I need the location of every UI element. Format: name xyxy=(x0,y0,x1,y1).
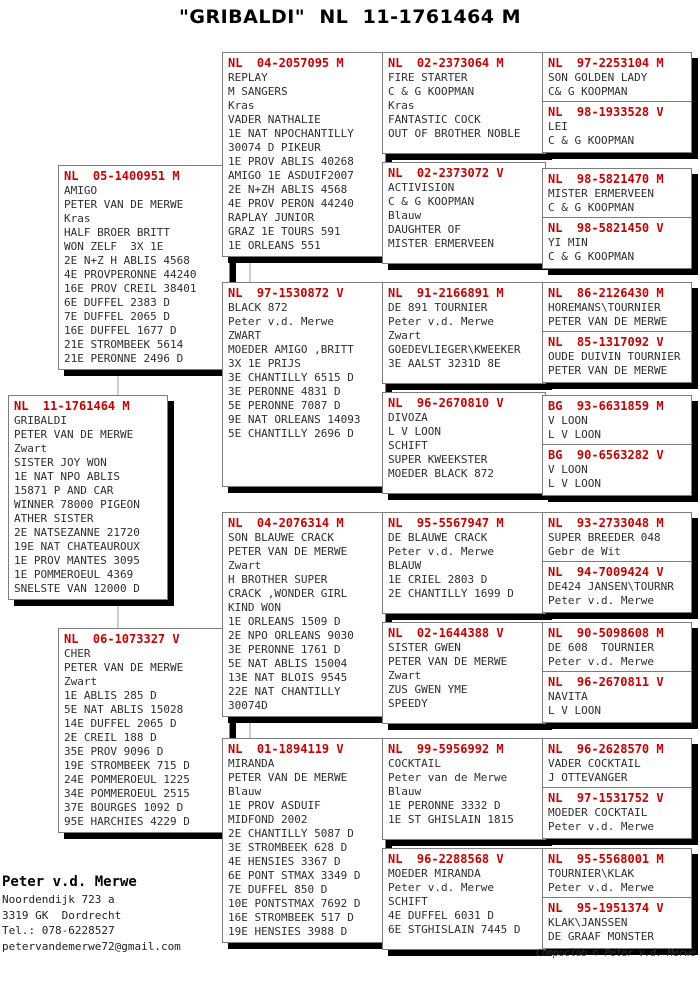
pedigree-line: 3E AALST 3231D 8E xyxy=(388,357,501,370)
pedigree-line: VADER NATHALIE xyxy=(228,113,321,126)
pedigree-line: Peter v.d. Merwe xyxy=(548,655,654,668)
pedigree-line: 30074D xyxy=(228,699,268,712)
pedigree-line: L V LOON xyxy=(388,425,441,438)
pedigree-box-granddam-maternal xyxy=(222,738,386,943)
pedigree-line: 19E HENSIES 3988 D xyxy=(228,925,348,938)
pedigree-line: Peter v.d. Merwe xyxy=(548,594,654,607)
pedigree-line: DE 891 TOURNIER xyxy=(388,301,488,314)
pedigree-line: Peter v.d. Merwe xyxy=(388,315,494,328)
pedigree-line: AMIGO xyxy=(64,184,98,197)
pedigree-line: MOEDER COCKTAIL xyxy=(548,806,648,819)
pedigree-box-granddam-paternal xyxy=(222,282,386,487)
pedigree-line: 2E NATSEZANNE 21720 xyxy=(14,526,140,539)
pedigree-line: CHER xyxy=(64,647,91,660)
pedigree-line: J OTTEVANGER xyxy=(548,771,628,784)
pedigree-line: SUPER BREEDER 048 xyxy=(548,531,661,544)
pedigree-line: SISTER GWEN xyxy=(388,641,461,654)
pedigree-line: Zwart xyxy=(14,442,48,455)
ring-number: NL 96-2628570 M xyxy=(548,742,664,756)
pedigree-box-subject xyxy=(8,395,168,600)
ring-number: NL 98-5821450 V xyxy=(548,221,664,235)
pedigree-line: ATHER SISTER xyxy=(14,512,94,525)
pedigree-line: PETER VAN DE MERWE xyxy=(388,655,508,668)
page-title: "GRIBALDI" NL 11-1761464 M xyxy=(178,6,522,28)
pedigree-line: 1E PROV ASDUIF xyxy=(228,799,321,812)
pedigree-line: 2E N+Z H ABLIS 4568 xyxy=(64,254,190,267)
pedigree-line: 1E ORLEANS 1509 D xyxy=(228,615,341,628)
pedigree-line: 30074 D PIKEUR xyxy=(228,141,321,154)
pedigree-line: 4E HENSIES 3367 D xyxy=(228,855,341,868)
pedigree-line: SCHIFT xyxy=(388,895,428,908)
pedigree-entry xyxy=(543,53,691,101)
pedigree-line: 19E NAT CHATEAUROUX xyxy=(14,540,140,553)
ring-number: NL 06-1073327 V xyxy=(64,632,180,646)
pedigree-line: ZUS GWEN YME xyxy=(388,683,468,696)
pedigree-line: YI MIN xyxy=(548,236,588,249)
pedigree-entry xyxy=(543,849,691,897)
pedigree-entry xyxy=(543,897,691,946)
pedigree-box-ggp-8 xyxy=(382,848,546,950)
pedigree-entry xyxy=(543,623,691,671)
ring-number: NL 99-5956992 M xyxy=(388,742,504,756)
pedigree-line: C & G KOOPMAN xyxy=(548,250,635,263)
pedigree-line: HOREMANS\TOURNIER xyxy=(548,301,661,314)
pedigree-line: 6E DUFFEL 2383 D xyxy=(64,296,170,309)
pedigree-entry xyxy=(543,513,691,561)
pedigree-line: 3E STROMBEEK 628 D xyxy=(228,841,348,854)
pedigree-entry xyxy=(543,396,691,444)
pedigree-box-grandsire-maternal xyxy=(222,512,386,717)
pedigree-line: 1E PROV MANTES 3095 xyxy=(14,554,140,567)
pedigree-line: 1E CRIEL 2803 D xyxy=(388,573,488,586)
ring-number: NL 85-1317092 V xyxy=(548,335,664,349)
pedigree-line: 1E PROV ABLIS 40268 xyxy=(228,155,354,168)
pedigree-line: GOEDEVLIEGER\KWEEKER xyxy=(388,343,521,356)
pedigree-box-grandsire-paternal xyxy=(222,52,386,257)
pedigree-line: MOEDER BLACK 872 xyxy=(388,467,494,480)
pedigree-line: 5E NAT ABLIS 15004 xyxy=(228,657,348,670)
pedigree-line: V LOON xyxy=(548,414,588,427)
pedigree-line: GRAZ 1E TOURS 591 xyxy=(228,225,341,238)
pedigree-line: C & G KOOPMAN xyxy=(388,195,475,208)
pedigree-line: Peter v.d. Merwe xyxy=(228,315,334,328)
pedigree-line: 9E NAT ORLEANS 14093 xyxy=(228,413,361,426)
pedigree-line: 4E DUFFEL 6031 D xyxy=(388,909,494,922)
pedigree-line: C& G KOOPMAN xyxy=(548,85,628,98)
pedigree-line: 2E CHANTILLY 1699 D xyxy=(388,587,514,600)
pedigree-box-gggp-pair-3 xyxy=(542,282,692,383)
ring-number: NL 96-2670811 V xyxy=(548,675,664,689)
pedigree-line: DAUGHTER OF xyxy=(388,223,461,236)
pedigree-line: 15871 P AND CAR xyxy=(14,484,114,497)
pedigree-line: 24E POMMEROEUL 1225 xyxy=(64,773,190,786)
pedigree-line: M SANGERS xyxy=(228,85,288,98)
pedigree-line: KLAK\JANSSEN xyxy=(548,916,628,929)
pedigree-line: PETER VAN DE MERWE xyxy=(14,428,134,441)
pedigree-entry xyxy=(543,331,691,380)
pedigree-line: TOURNIER\KLAK xyxy=(548,867,635,880)
pedigree-entry xyxy=(543,283,691,331)
ring-number: NL 11-1761464 M xyxy=(14,399,130,413)
pedigree-line: WINNER 78000 PIGEON xyxy=(14,498,140,511)
pedigree-box-gggp-pair-4 xyxy=(542,395,692,496)
owner-name: Peter v.d. Merwe xyxy=(2,874,137,890)
pedigree-line: ACTIVISION xyxy=(388,181,455,194)
pedigree-line: OUT OF BROTHER NOBLE xyxy=(388,127,521,140)
pedigree-line: 21E STROMBEEK 5614 xyxy=(64,338,184,351)
pedigree-line: V LOON xyxy=(548,463,588,476)
pedigree-box-gggp-pair-5 xyxy=(542,512,692,613)
pedigree-line: SNELSTE VAN 12000 D xyxy=(14,582,140,595)
pedigree-line: 6E STGHISLAIN 7445 D xyxy=(388,923,521,936)
pedigree-box-ggp-7 xyxy=(382,738,546,840)
pedigree-line: 10E PONTSTMAX 7692 D xyxy=(228,897,361,910)
pedigree-box-sire xyxy=(58,165,230,370)
pedigree-line: 5E PERONNE 7087 D xyxy=(228,399,341,412)
pedigree-box-ggp-2 xyxy=(382,162,546,264)
pedigree-line: DE424 JANSEN\TOURNR xyxy=(548,580,674,593)
pedigree-line: HALF BROER BRITT xyxy=(64,226,170,239)
pedigree-line: Gebr de Wit xyxy=(548,545,621,558)
pedigree-line: C & G KOOPMAN xyxy=(388,85,475,98)
pedigree-line: 3E CHANTILLY 6515 D xyxy=(228,371,354,384)
pedigree-line: 3X 1E PRIJS xyxy=(228,357,301,370)
pedigree-line: 1E ABLIS 285 D xyxy=(64,689,157,702)
pedigree-line: C & G KOOPMAN xyxy=(548,134,635,147)
owner-email: petervandemerwe72@gmail.com xyxy=(2,939,181,953)
pedigree-line: BLACK 872 xyxy=(228,301,288,314)
pedigree-line: PETER VAN DE MERWE xyxy=(64,661,184,674)
pedigree-line: 1E POMMEROEUL 4369 xyxy=(14,568,134,581)
ring-number: BG 90-6563282 V xyxy=(548,448,664,462)
ring-number: NL 93-2733048 M xyxy=(548,516,664,530)
pedigree-line: Peter van de Merwe xyxy=(388,771,508,784)
pedigree-line: 14E DUFFEL 2065 D xyxy=(64,717,177,730)
pedigree-line: MISTER ERMERVEEN xyxy=(388,237,494,250)
pedigree-line: DE BLAUWE CRACK xyxy=(388,531,488,544)
pedigree-line: Zwart xyxy=(228,559,262,572)
pedigree-box-ggp-6 xyxy=(382,622,546,724)
pedigree-line: Peter v.d. Merwe xyxy=(388,545,494,558)
pedigree-line: 1E PERONNE 3332 D xyxy=(388,799,501,812)
pedigree-line: 21E PERONNE 2496 D xyxy=(64,352,184,365)
pedigree-line: Blauw xyxy=(228,785,262,798)
ring-number: NL 02-2373064 M xyxy=(388,56,504,70)
pedigree-entry xyxy=(543,739,691,787)
pedigree-box-ggp-1 xyxy=(382,52,546,154)
ring-number: NL 98-5821470 M xyxy=(548,172,664,186)
ring-number: NL 86-2126430 M xyxy=(548,286,664,300)
compuclub-credit: Compuclub © Peter v.d. Merwe xyxy=(535,948,696,959)
pedigree-line: PETER VAN DE MERWE xyxy=(548,364,668,377)
pedigree-line: MISTER ERMERVEEN xyxy=(548,187,654,200)
pedigree-line: AMIGO 1E ASDUIF2007 xyxy=(228,169,354,182)
pedigree-line: 34E POMMEROEUL 2515 xyxy=(64,787,190,800)
pedigree-line: 1E ORLEANS 551 xyxy=(228,239,321,252)
pedigree-line: 4E PROV PERON 44240 xyxy=(228,197,354,210)
pedigree-line: Blauw xyxy=(388,209,422,222)
pedigree-line: DE GRAAF MONSTER xyxy=(548,930,654,943)
pedigree-line: BLAUW xyxy=(388,559,422,572)
ring-number: NL 05-1400951 M xyxy=(64,169,180,183)
ring-number: NL 94-7009424 V xyxy=(548,565,664,579)
pedigree-entry xyxy=(543,787,691,836)
ring-number: NL 97-2253104 M xyxy=(548,56,664,70)
pedigree-box-gggp-pair-1 xyxy=(542,52,692,153)
pedigree-entry xyxy=(543,671,691,720)
ring-number: NL 97-1530872 V xyxy=(228,286,344,300)
pedigree-line: 7E DUFFEL 850 D xyxy=(228,883,328,896)
ring-number: NL 04-2076314 M xyxy=(228,516,344,530)
pedigree-line: 6E PONT STMAX 3349 D xyxy=(228,869,361,882)
ring-number: BG 93-6631859 M xyxy=(548,399,664,413)
pedigree-line: GRIBALDI xyxy=(14,414,67,427)
owner-contact-block xyxy=(2,872,181,954)
ring-number: NL 96-2670810 V xyxy=(388,396,504,410)
pedigree-line: VADER COCKTAIL xyxy=(548,757,641,770)
ring-number: NL 01-1894119 V xyxy=(228,742,344,756)
pedigree-line: 1E NAT NPOCHANTILLY xyxy=(228,127,354,140)
pedigree-line: 3E PERONNE 1761 D xyxy=(228,643,341,656)
pedigree-line: WON ZELF 3X 1E xyxy=(64,240,164,253)
pedigree-line: 1E NAT NPO ABLIS xyxy=(14,470,120,483)
pedigree-line: 16E STROMBEEK 517 D xyxy=(228,911,354,924)
owner-address-line: 3319 GK Dordrecht xyxy=(2,908,122,922)
pedigree-line: SPEEDY xyxy=(388,697,428,710)
pedigree-line: 4E PROVPERONNE 44240 xyxy=(64,268,197,281)
pedigree-box-gggp-pair-6 xyxy=(542,622,692,723)
pedigree-line: L V LOON xyxy=(548,477,601,490)
pedigree-line: L V LOON xyxy=(548,428,601,441)
pedigree-line: Kras xyxy=(388,99,415,112)
pedigree-line: MOEDER AMIGO ,BRITT xyxy=(228,343,354,356)
pedigree-box-ggp-5 xyxy=(382,512,546,614)
pedigree-line: Peter v.d. Merwe xyxy=(388,881,494,894)
pedigree-line: 5E CHANTILLY 2696 D xyxy=(228,427,354,440)
pedigree-box-gggp-pair-2 xyxy=(542,168,692,269)
pedigree-line: CRACK ,WONDER GIRL xyxy=(228,587,348,600)
pedigree-line: COCKTAIL xyxy=(388,757,441,770)
ring-number: NL 95-1951374 V xyxy=(548,901,664,915)
pedigree-line: 19E STROMBEEK 715 D xyxy=(64,759,190,772)
ring-number: NL 96-2288568 V xyxy=(388,852,504,866)
pedigree-line: NAVITA xyxy=(548,690,588,703)
ring-number: NL 02-2373072 V xyxy=(388,166,504,180)
pedigree-line: 22E NAT CHANTILLY xyxy=(228,685,341,698)
pedigree-line: 5E NAT ABLIS 15028 xyxy=(64,703,184,716)
pedigree-line: Kras xyxy=(64,212,91,225)
pedigree-line: MIDFOND 2002 xyxy=(228,813,308,826)
pedigree-line: MOEDER MIRANDA xyxy=(388,867,481,880)
pedigree-box-dam xyxy=(58,628,230,833)
pedigree-line: 13E NAT BLOIS 9545 xyxy=(228,671,348,684)
pedigree-entry xyxy=(543,444,691,493)
pedigree-line: 2E N+ZH ABLIS 4568 xyxy=(228,183,348,196)
pedigree-line: Zwart xyxy=(388,329,422,342)
pedigree-line: 37E BOURGES 1092 D xyxy=(64,801,184,814)
pedigree-line: 2E CHANTILLY 5087 D xyxy=(228,827,354,840)
pedigree-line: OUDE DUIVIN TOURNIER xyxy=(548,350,681,363)
pedigree-line: FIRE STARTER xyxy=(388,71,468,84)
ring-number: NL 95-5567947 M xyxy=(388,516,504,530)
pedigree-line: 7E DUFFEL 2065 D xyxy=(64,310,170,323)
ring-number: NL 98-1933528 V xyxy=(548,105,664,119)
pedigree-line: 3E PERONNE 4831 D xyxy=(228,385,341,398)
owner-phone: Tel.: 078-6228527 xyxy=(2,924,115,937)
pedigree-line: 95E HARCHIES 4229 D xyxy=(64,815,190,828)
pedigree-line: Peter v.d. Merwe xyxy=(548,820,654,833)
pedigree-line: PETER VAN DE MERWE xyxy=(228,771,348,784)
pedigree-line: SISTER JOY WON xyxy=(14,456,107,469)
pedigree-line: Kras xyxy=(228,99,255,112)
pedigree-line: SUPER KWEEKSTER xyxy=(388,453,488,466)
pedigree-entry xyxy=(543,169,691,217)
pedigree-entry xyxy=(543,101,691,150)
pedigree-line: LEI xyxy=(548,120,568,133)
owner-address-line: Noordendijk 723 a xyxy=(2,893,115,906)
pedigree-line: SON GOLDEN LADY xyxy=(548,71,648,84)
ring-number: NL 90-5098608 M xyxy=(548,626,664,640)
pedigree-line: Zwart xyxy=(64,675,98,688)
pedigree-line: SCHIFT xyxy=(388,439,428,452)
pedigree-line: Zwart xyxy=(388,669,422,682)
pedigree-line: C & G KOOPMAN xyxy=(548,201,635,214)
pedigree-line: H BROTHER SUPER xyxy=(228,573,328,586)
ring-number: NL 04-2057095 M xyxy=(228,56,344,70)
pedigree-line: DIVOZA xyxy=(388,411,428,424)
pedigree-line: 35E PROV 9096 D xyxy=(64,745,164,758)
pedigree-line: FANTASTIC COCK xyxy=(388,113,481,126)
pedigree-line: Blauw xyxy=(388,785,422,798)
pedigree-box-gggp-pair-8 xyxy=(542,848,692,949)
pedigree-entry xyxy=(543,217,691,266)
ring-number: NL 95-5568001 M xyxy=(548,852,664,866)
pedigree-line: PETER VAN DE MERWE xyxy=(228,545,348,558)
pedigree-line: L V LOON xyxy=(548,704,601,717)
pedigree-line: PETER VAN DE MERWE xyxy=(64,198,184,211)
pedigree-line: 2E CREIL 188 D xyxy=(64,731,157,744)
pedigree-line: ZWART xyxy=(228,329,262,342)
ring-number: NL 02-1644388 V xyxy=(388,626,504,640)
pedigree-line: SON BLAUWE CRACK xyxy=(228,531,334,544)
pedigree-line: REPLAY xyxy=(228,71,268,84)
pedigree-line: KIND WON xyxy=(228,601,281,614)
pedigree-line: PETER VAN DE MERWE xyxy=(548,315,668,328)
pedigree-line: 16E PROV CREIL 38401 xyxy=(64,282,197,295)
ring-number: NL 97-1531752 V xyxy=(548,791,664,805)
pedigree-line: 1E ST GHISLAIN 1815 xyxy=(388,813,514,826)
ring-number: NL 91-2166891 M xyxy=(388,286,504,300)
pedigree-line: 2E NPO ORLEANS 9030 xyxy=(228,629,354,642)
pedigree-box-gggp-pair-7 xyxy=(542,738,692,839)
pedigree-box-ggp-3 xyxy=(382,282,546,384)
pedigree-line: 16E DUFFEL 1677 D xyxy=(64,324,177,337)
pedigree-box-ggp-4 xyxy=(382,392,546,494)
pedigree-line: DE 608 TOURNIER xyxy=(548,641,654,654)
pedigree-entry xyxy=(543,561,691,610)
pedigree-line: RAPLAY JUNIOR xyxy=(228,211,315,224)
pedigree-line: Peter v.d. Merwe xyxy=(548,881,654,894)
pedigree-line: MIRANDA xyxy=(228,757,275,770)
